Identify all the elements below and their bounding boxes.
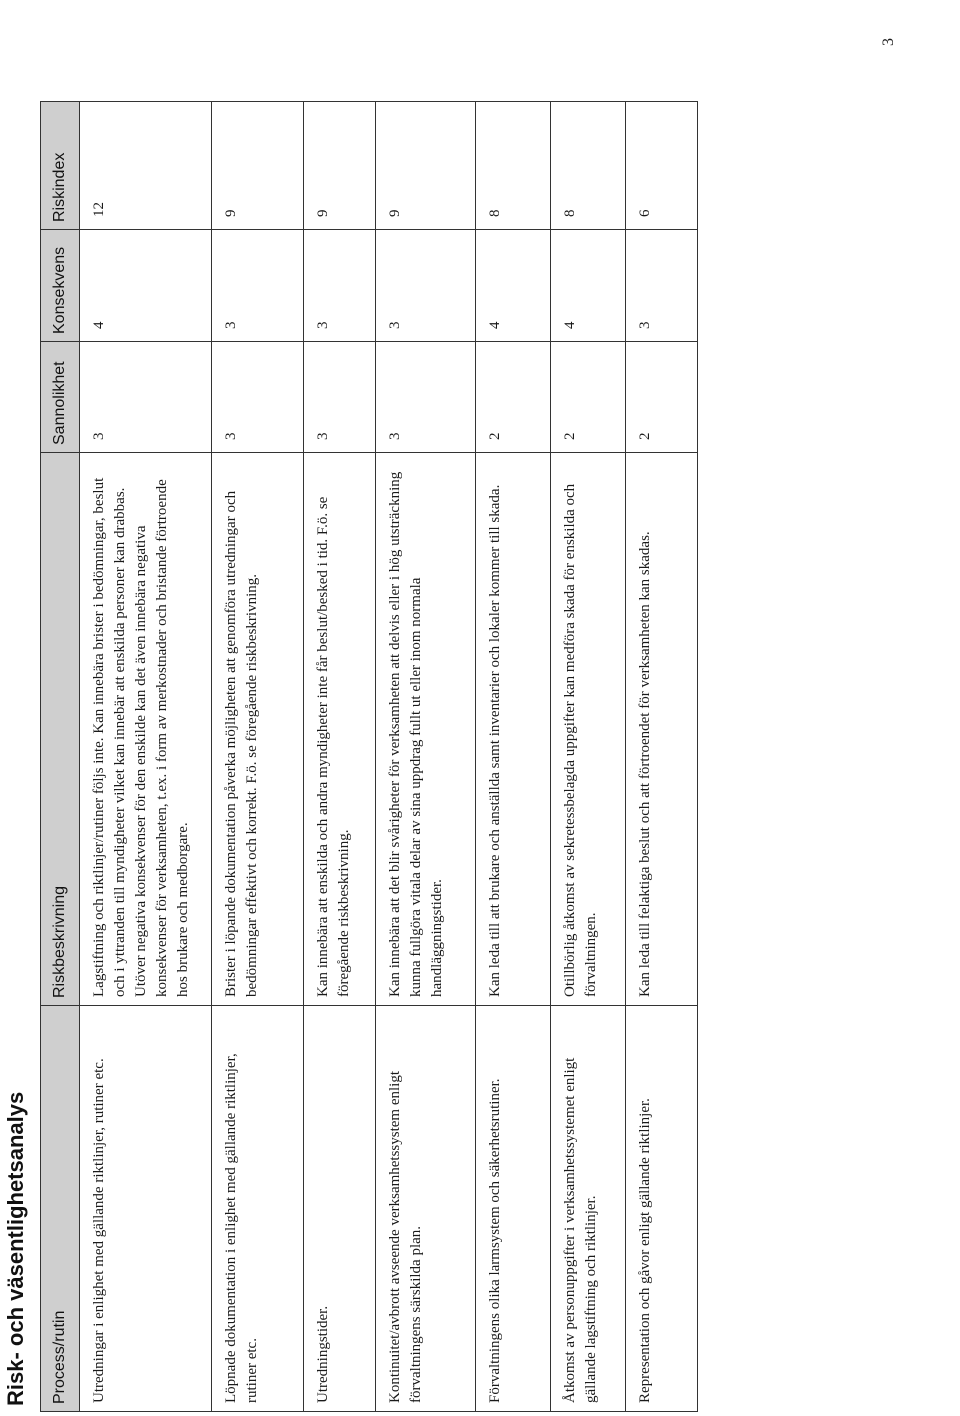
- header-probability: Sannolikhet: [41, 342, 80, 453]
- process-cell: Förvaltningens olika larmsystem och säkerhetsrutiner.: [476, 1006, 551, 1412]
- description-cell: Otillbörlig åtkomst av sekretessbelagda uppgifter kan medföra skada för enskilda och förvaltningen.: [551, 453, 626, 1006]
- description-cell: Kan innebära att det blir svårigheter för verksamheten att delvis eller i hög utsträckning kunna fullgöra vitala delar av sina uppdrag fullt ut eller inom normala handläggningstider.: [376, 453, 476, 1006]
- header-index: Riskindex: [41, 102, 80, 230]
- header-consequence: Konsekvens: [41, 230, 80, 342]
- table-row: [80, 102, 212, 1412]
- process-cell: Löpnade dokumentation i enlighet med gällande riktlinjer, rutiner etc.: [212, 1006, 304, 1412]
- table-row: [376, 102, 476, 1412]
- description-cell: Kan leda till att brukare och anställda samt inventarier och lokaler kommer till skada.: [476, 453, 551, 1006]
- consequence-cell: 4: [551, 230, 626, 342]
- table-header-row: [41, 102, 80, 1412]
- risk-analysis-table: [40, 101, 698, 1412]
- process-cell: Representation och gåvor enligt gällande riktlinjer.: [626, 1006, 698, 1412]
- probability-cell: 3: [212, 342, 304, 453]
- index-cell: 9: [304, 102, 376, 230]
- consequence-cell: 3: [304, 230, 376, 342]
- table-row: [551, 102, 626, 1412]
- description-cell: Brister i löpande dokumentation påverka möjligheten att genomföra utredningar och bedömningar effektivt och korrekt. F.ö. se föregående riskbeskrivning.: [212, 453, 304, 1006]
- process-cell: Kontinuitet/avbrott avseende verksamhetssystem enligt förvaltningens särskilda plan.: [376, 1006, 476, 1412]
- process-cell: Åtkomst av personuppgifter i verksamhetssystemet enligt gällande lagstiftning och riktlinjer.: [551, 1006, 626, 1412]
- index-cell: 8: [476, 102, 551, 230]
- consequence-cell: 4: [476, 230, 551, 342]
- description-cell: Lagstiftning och riktlinjer/rutiner följs inte. Kan innebära brister i bedömningar, beslut och i yttranden till myndigheter vilket kan innebär att enskilda personer kan drabbas. Utöver negativa konsekvenser för den enskilde kan det även innebära negativa konsekvenser för verksamheten, t.ex. i form av merkostnader och bristande förtroende hos brukare och medborgare.: [80, 453, 212, 1006]
- index-cell: 8: [551, 102, 626, 230]
- description-cell: Kan innebära att enskilda och andra myndigheter inte får beslut/besked i tid. F.ö. se föregående riskbeskrivning.: [304, 453, 376, 1006]
- header-process: Process/rutin: [41, 1006, 80, 1412]
- probability-cell: 2: [476, 342, 551, 453]
- probability-cell: 3: [304, 342, 376, 453]
- table-row: [626, 102, 698, 1412]
- probability-cell: 3: [80, 342, 212, 453]
- page-number: 3: [880, 38, 897, 46]
- description-cell: Kan leda till felaktiga beslut och att förtroendet för verksamheten kan skadas.: [626, 453, 698, 1006]
- process-cell: Utredningstider.: [304, 1006, 376, 1412]
- probability-cell: 3: [376, 342, 476, 453]
- index-cell: 12: [80, 102, 212, 230]
- page-title: Risk- och väsentlighetsanalys: [3, 1091, 28, 1406]
- index-cell: 6: [626, 102, 698, 230]
- table-row: [212, 102, 304, 1412]
- header-description: Riskbeskrivning: [41, 453, 80, 1006]
- table-row: [476, 102, 551, 1412]
- probability-cell: 2: [626, 342, 698, 453]
- index-cell: 9: [212, 102, 304, 230]
- consequence-cell: 4: [80, 230, 212, 342]
- consequence-cell: 3: [376, 230, 476, 342]
- table-row: [304, 102, 376, 1412]
- consequence-cell: 3: [626, 230, 698, 342]
- index-cell: 9: [376, 102, 476, 230]
- process-cell: Utredningar i enlighet med gällande riktlinjer, rutiner etc.: [80, 1006, 212, 1412]
- consequence-cell: 3: [212, 230, 304, 342]
- probability-cell: 2: [551, 342, 626, 453]
